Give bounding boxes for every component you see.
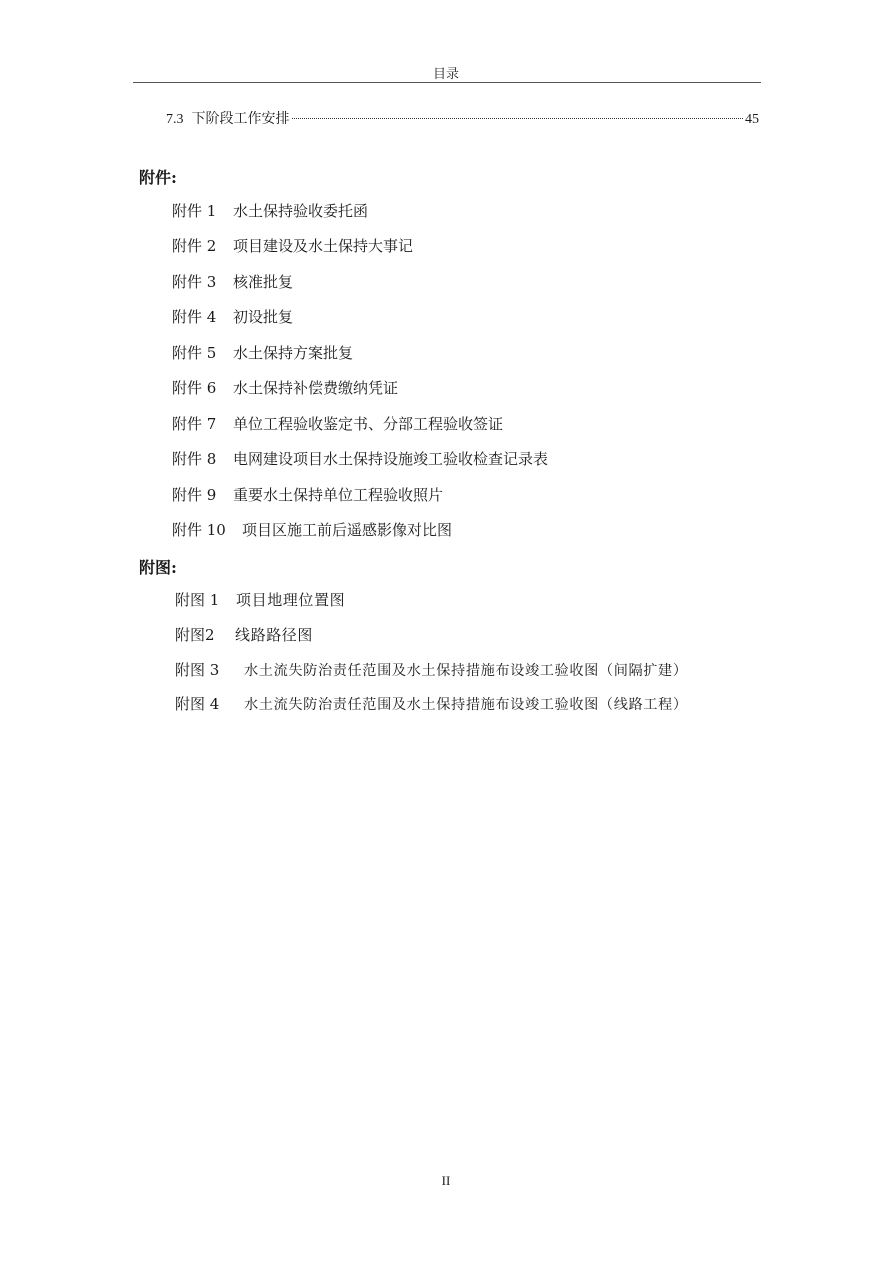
attachment-label: 附件 5 [172, 344, 217, 362]
attachment-item [172, 200, 368, 221]
attachment-label: 附件 1 [172, 202, 217, 220]
attachment-title: 项目建设及水土保持大事记 [233, 237, 414, 255]
figure-label: 附图 1 [175, 591, 220, 609]
figure-title: 水土流失防治责任范围及水土保持措施布设竣工验收图（线路工程） [244, 697, 688, 713]
attachment-item [172, 271, 293, 292]
figure-title: 项目地理位置图 [236, 591, 346, 609]
attachment-label: 附件 4 [172, 308, 217, 326]
attachment-title: 项目区施工前后遥感影像对比图 [242, 521, 453, 539]
figure-label: 附图2 [175, 626, 215, 644]
toc-entry [166, 108, 759, 128]
attachment-title: 水土保持验收委托函 [233, 202, 369, 220]
attachment-item [172, 484, 443, 505]
attachment-label: 附件 7 [172, 415, 217, 433]
attachment-item [172, 235, 413, 256]
attachment-item [172, 306, 293, 327]
attachment-title: 核准批复 [233, 273, 294, 291]
attachments-heading: 附件: [139, 168, 177, 187]
attachment-label: 附件 6 [172, 379, 217, 397]
toc-dot-leader [292, 118, 744, 119]
attachment-title: 重要水土保持单位工程验收照片 [233, 486, 444, 504]
figure-title: 线路路径图 [235, 626, 314, 644]
figure-label: 附图 4 [175, 695, 220, 713]
attachment-item [172, 377, 398, 398]
attachment-item [172, 448, 548, 469]
attachment-title: 单位工程验收鉴定书、分部工程验收签证 [233, 415, 504, 433]
figure-item [175, 624, 313, 645]
toc-entry-number: 7.3 [166, 112, 184, 127]
figure-title: 水土流失防治责任范围及水土保持措施布设竣工验收图（间隔扩建） [244, 663, 688, 679]
figure-label: 附图 3 [175, 661, 220, 679]
attachment-title: 水土保持方案批复 [233, 344, 354, 362]
figure-item [175, 589, 345, 610]
figure-item [175, 659, 688, 680]
attachment-title: 初设批复 [233, 308, 294, 326]
attachment-item [172, 519, 452, 540]
attachment-label: 附件 3 [172, 273, 217, 291]
running-header: 目录 [432, 67, 459, 82]
header-rule [133, 82, 761, 83]
attachment-item [172, 342, 353, 363]
attachment-item [172, 413, 503, 434]
attachment-title: 水土保持补偿费缴纳凭证 [233, 379, 399, 397]
toc-entry-title: 下阶段工作安排 [191, 111, 290, 127]
attachment-label: 附件 10 [172, 521, 226, 539]
attachment-label: 附件 8 [172, 450, 217, 468]
attachment-label: 附件 9 [172, 486, 217, 504]
page-number: II [441, 1173, 451, 1188]
figure-item [175, 693, 688, 714]
attachment-title: 电网建设项目水土保持设施竣工验收检查记录表 [233, 450, 549, 468]
toc-entry-page: 45 [745, 112, 759, 127]
attachment-label: 附件 2 [172, 237, 217, 255]
figures-heading: 附图: [139, 558, 177, 577]
